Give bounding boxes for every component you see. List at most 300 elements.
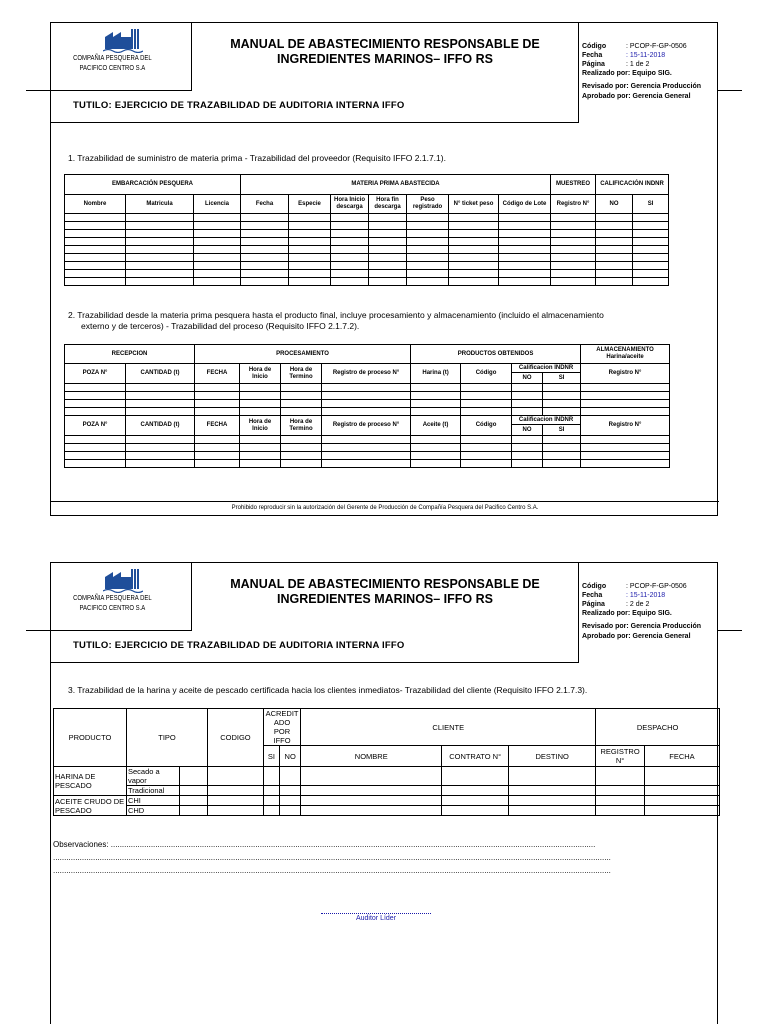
- table-cell[interactable]: [369, 254, 407, 262]
- table-cell[interactable]: [241, 278, 289, 286]
- table-cell[interactable]: [411, 400, 461, 408]
- table-cell[interactable]: [512, 408, 543, 416]
- table-cell[interactable]: [442, 796, 509, 806]
- table-cell[interactable]: [551, 278, 596, 286]
- table-cell[interactable]: [461, 384, 512, 392]
- table-cell[interactable]: [596, 238, 633, 246]
- table-cell[interactable]: [126, 452, 195, 460]
- table-cell[interactable]: [208, 796, 264, 806]
- table-cell[interactable]: [596, 254, 633, 262]
- table-cell[interactable]: [596, 806, 645, 816]
- table-cell[interactable]: [241, 230, 289, 238]
- table-cell[interactable]: [240, 460, 281, 468]
- pagina-value: : 2 de 2: [626, 601, 650, 608]
- table-cell[interactable]: [322, 460, 411, 468]
- table-cell[interactable]: [449, 246, 499, 254]
- table-cell[interactable]: [241, 270, 289, 278]
- table-cell[interactable]: [263, 796, 279, 806]
- table-cell[interactable]: [194, 238, 241, 246]
- table-cell[interactable]: [581, 408, 670, 416]
- table-cell[interactable]: [449, 214, 499, 222]
- table-cell[interactable]: [65, 400, 126, 408]
- table-cell[interactable]: [581, 460, 670, 468]
- table-cell[interactable]: [581, 384, 670, 392]
- table-cell[interactable]: [633, 230, 669, 238]
- table-cell[interactable]: [65, 262, 126, 270]
- table-cell[interactable]: [407, 270, 449, 278]
- margin-line: [718, 630, 742, 631]
- table-cell[interactable]: [240, 400, 281, 408]
- table-cell[interactable]: [194, 230, 241, 238]
- factory-logo-icon: [103, 569, 143, 593]
- table-cell[interactable]: [369, 222, 407, 230]
- table-cell[interactable]: [240, 436, 281, 444]
- table-cell[interactable]: [581, 452, 670, 460]
- table-cell[interactable]: [322, 408, 411, 416]
- table-cell[interactable]: [543, 384, 581, 392]
- table-cell[interactable]: [411, 452, 461, 460]
- table-cell[interactable]: [411, 460, 461, 468]
- table-cell[interactable]: [280, 786, 301, 796]
- observaciones-line[interactable]: ...........................................................................................................................................................................................................................................................: [53, 853, 611, 862]
- table-cell[interactable]: [208, 806, 264, 816]
- th-harina: Harina (t): [411, 364, 461, 384]
- table-cell[interactable]: [581, 392, 670, 400]
- table-cell[interactable]: [126, 262, 194, 270]
- table-cell[interactable]: [369, 278, 407, 286]
- table-cell[interactable]: [543, 436, 581, 444]
- table-cell[interactable]: [241, 262, 289, 270]
- table-cell[interactable]: [65, 246, 126, 254]
- table-cell[interactable]: [179, 786, 207, 796]
- table-cell[interactable]: [281, 408, 322, 416]
- table-cell[interactable]: [179, 796, 207, 806]
- table-cell[interactable]: [411, 444, 461, 452]
- table-cell[interactable]: [289, 270, 331, 278]
- table-cell[interactable]: [281, 452, 322, 460]
- table-cell[interactable]: [499, 238, 551, 246]
- table-cell[interactable]: [322, 452, 411, 460]
- table-cell[interactable]: [596, 246, 633, 254]
- table-cell[interactable]: [194, 214, 241, 222]
- table-cell[interactable]: [331, 238, 369, 246]
- table-cell[interactable]: [331, 214, 369, 222]
- table-cell[interactable]: [596, 262, 633, 270]
- table-cell[interactable]: [633, 238, 669, 246]
- pagina-label: Página: [582, 61, 605, 68]
- table-cell[interactable]: [280, 796, 301, 806]
- table-cell[interactable]: [126, 400, 195, 408]
- table-cell[interactable]: [65, 254, 126, 262]
- table-cell[interactable]: [331, 278, 369, 286]
- table-cell[interactable]: [322, 392, 411, 400]
- observaciones-field[interactable]: Observaciones: ..........................................................................................................................................................................................................................: [53, 840, 596, 849]
- table-cell[interactable]: [499, 270, 551, 278]
- manual-title-line1: MANUAL DE ABASTECIMIENTO RESPONSABLE DE: [230, 37, 540, 51]
- th-no: NO: [280, 746, 301, 767]
- table-cell[interactable]: [65, 222, 126, 230]
- header-divider: [51, 662, 578, 663]
- table-cell[interactable]: [65, 230, 126, 238]
- exercise-title: TUTILO: EJERCICIO DE TRAZABILIDAD DE AUDITORIA INTERNA IFFO: [73, 100, 405, 111]
- table-cell[interactable]: [512, 460, 543, 468]
- table-cell[interactable]: [369, 230, 407, 238]
- table-cell[interactable]: [289, 262, 331, 270]
- table-cell[interactable]: [126, 214, 194, 222]
- table-cell[interactable]: [551, 214, 596, 222]
- table-cell[interactable]: [407, 222, 449, 230]
- table-cell[interactable]: [65, 392, 126, 400]
- table-cell[interactable]: [461, 460, 512, 468]
- meta-pagina: [582, 60, 649, 69]
- table-cell[interactable]: [596, 767, 645, 786]
- table-cell[interactable]: [442, 786, 509, 796]
- table-cell[interactable]: [596, 222, 633, 230]
- table-cell[interactable]: [461, 392, 512, 400]
- table-cell[interactable]: [411, 392, 461, 400]
- table-cell[interactable]: [644, 767, 719, 786]
- header-divider: [51, 122, 578, 123]
- table-cell[interactable]: [241, 214, 289, 222]
- table-cell[interactable]: [407, 238, 449, 246]
- table-cell[interactable]: [596, 230, 633, 238]
- table-cell[interactable]: [126, 278, 194, 286]
- table-row: [65, 246, 669, 254]
- table-cell[interactable]: [241, 238, 289, 246]
- table-cell[interactable]: [301, 796, 442, 806]
- th-fecha-proc: FECHA: [195, 364, 240, 384]
- table-cell[interactable]: [195, 384, 240, 392]
- table-cell[interactable]: [551, 222, 596, 230]
- table-cell[interactable]: [512, 392, 543, 400]
- table-cell[interactable]: [280, 767, 301, 786]
- table-cell[interactable]: [126, 408, 195, 416]
- th-licencia: Licencia: [194, 195, 241, 214]
- table-cell[interactable]: [512, 452, 543, 460]
- table-cell[interactable]: [126, 444, 195, 452]
- meta-realizado: Realizado por: Equipo SIG.: [582, 70, 672, 77]
- table-cell[interactable]: [411, 408, 461, 416]
- table-cell[interactable]: [596, 214, 633, 222]
- table-cell[interactable]: [543, 392, 581, 400]
- table-cell[interactable]: [263, 767, 279, 786]
- manual-title-line2: INGREDIENTES MARINOS– IFFO RS: [277, 592, 493, 606]
- table-cell[interactable]: [331, 246, 369, 254]
- table-cell[interactable]: [289, 254, 331, 262]
- th-no: NO: [512, 373, 543, 384]
- table-cell[interactable]: [543, 408, 581, 416]
- table-cell[interactable]: [126, 222, 194, 230]
- table-cell[interactable]: [509, 767, 596, 786]
- pagina-value: : 1 de 2: [626, 61, 650, 68]
- table-cell[interactable]: [499, 254, 551, 262]
- table-cell[interactable]: [195, 452, 240, 460]
- meta-realizado: Realizado por: Equipo SIG.: [582, 610, 672, 617]
- table-cell[interactable]: [551, 254, 596, 262]
- table-cell[interactable]: [411, 436, 461, 444]
- table-cell[interactable]: [461, 436, 512, 444]
- table-cell[interactable]: [126, 230, 194, 238]
- table-row: [65, 262, 669, 270]
- table-cell[interactable]: [240, 452, 281, 460]
- table-cell[interactable]: [543, 444, 581, 452]
- table-cell[interactable]: [581, 436, 670, 444]
- table-cell[interactable]: [65, 270, 126, 278]
- table-row: [65, 222, 669, 230]
- table-cell[interactable]: [126, 270, 194, 278]
- table-cell[interactable]: [281, 444, 322, 452]
- table-cell[interactable]: [369, 270, 407, 278]
- table-cell[interactable]: [442, 767, 509, 786]
- table-cell[interactable]: [596, 786, 645, 796]
- table-cell[interactable]: [322, 384, 411, 392]
- th-codigo: Código: [461, 364, 512, 384]
- table-cell[interactable]: [289, 246, 331, 254]
- table-cell[interactable]: [543, 460, 581, 468]
- table-cell[interactable]: [194, 262, 241, 270]
- table-cell[interactable]: [509, 796, 596, 806]
- th-nombre: NOMBRE: [301, 746, 442, 767]
- table-cell[interactable]: [499, 230, 551, 238]
- table-cell[interactable]: [633, 270, 669, 278]
- table-cell[interactable]: [65, 238, 126, 246]
- meta-aprobado: Aprobado por: Gerencia General: [582, 93, 691, 100]
- table-cell[interactable]: [65, 214, 126, 222]
- table-row: [54, 786, 720, 796]
- table-cell[interactable]: [644, 796, 719, 806]
- table-cell[interactable]: [369, 214, 407, 222]
- table-cell[interactable]: [289, 278, 331, 286]
- table-cell[interactable]: [331, 254, 369, 262]
- table-cell[interactable]: [126, 392, 195, 400]
- table-cell[interactable]: [126, 254, 194, 262]
- table-row: [65, 230, 669, 238]
- table-cell[interactable]: [195, 436, 240, 444]
- th-producto: PRODUCTO: [54, 709, 127, 767]
- table-cell[interactable]: [449, 238, 499, 246]
- table-cell[interactable]: [499, 222, 551, 230]
- row-aceite: ACEITE CRUDO DE PESCADO: [54, 796, 127, 816]
- th-no-2: NO: [512, 425, 543, 436]
- table-cell[interactable]: [596, 278, 633, 286]
- table-cell[interactable]: [331, 262, 369, 270]
- table-cell[interactable]: [126, 436, 195, 444]
- codigo-value: : PCOP-F-GP-0506: [626, 583, 687, 590]
- table-cell[interactable]: [194, 246, 241, 254]
- table-cell[interactable]: [551, 246, 596, 254]
- table-cell[interactable]: [65, 460, 126, 468]
- table-cell[interactable]: [195, 444, 240, 452]
- document-page-2: [50, 562, 718, 1024]
- table-cell[interactable]: [543, 452, 581, 460]
- table-cell[interactable]: [281, 436, 322, 444]
- table-cell[interactable]: [449, 262, 499, 270]
- table-cell[interactable]: [407, 278, 449, 286]
- table-cell[interactable]: [208, 767, 264, 786]
- table-cell[interactable]: [301, 806, 442, 816]
- th-codigo: CODIGO: [208, 709, 264, 767]
- table-cell[interactable]: [195, 400, 240, 408]
- table-cell[interactable]: [543, 400, 581, 408]
- pagina-label: Página: [582, 601, 605, 608]
- table-cell[interactable]: [633, 246, 669, 254]
- table-cell[interactable]: [369, 262, 407, 270]
- table-cell[interactable]: [65, 408, 126, 416]
- table-cell[interactable]: [126, 460, 195, 468]
- table-cell[interactable]: [551, 262, 596, 270]
- table-cell[interactable]: [281, 460, 322, 468]
- table-cell[interactable]: [644, 786, 719, 796]
- th-registro-proceso: Registro de proceso N°: [322, 364, 411, 384]
- table-cell[interactable]: [322, 436, 411, 444]
- th-procesamiento: PROCESAMIENTO: [195, 345, 411, 364]
- page-footer: Prohibido reproducir sin la autorización del Gerente de Producción de Compañía Pesquera del Pacifico Centro S.A.: [51, 501, 719, 511]
- table-cell[interactable]: [644, 806, 719, 816]
- table-cell[interactable]: [449, 270, 499, 278]
- table-cell[interactable]: [240, 392, 281, 400]
- table-cell[interactable]: [65, 452, 126, 460]
- table-cell[interactable]: [195, 460, 240, 468]
- table-cell[interactable]: [281, 384, 322, 392]
- th-embarcacion: EMBARCACIÓN PESQUERA: [65, 175, 241, 195]
- table-cell[interactable]: [499, 214, 551, 222]
- table-cell[interactable]: [407, 262, 449, 270]
- table-cell[interactable]: [512, 436, 543, 444]
- table-cell[interactable]: [281, 400, 322, 408]
- table-cell[interactable]: [512, 444, 543, 452]
- th-calificacion: CALIFICACIÓN INDNR: [596, 175, 669, 195]
- table-cell[interactable]: [195, 408, 240, 416]
- table-cell[interactable]: [65, 436, 126, 444]
- table-cell[interactable]: [281, 392, 322, 400]
- table-cell[interactable]: [194, 270, 241, 278]
- table-cell[interactable]: [331, 222, 369, 230]
- table-cell[interactable]: [65, 278, 126, 286]
- table-cell[interactable]: [179, 806, 207, 816]
- auditor-signature: Auditor Líder: [321, 913, 431, 922]
- table-cell[interactable]: [499, 278, 551, 286]
- th-codigo-2: Código: [461, 416, 512, 436]
- table-cell[interactable]: [461, 452, 512, 460]
- table-cell[interactable]: [263, 786, 279, 796]
- table-cell[interactable]: [301, 767, 442, 786]
- table-cell[interactable]: [301, 786, 442, 796]
- table-cell[interactable]: [263, 806, 279, 816]
- table-cell[interactable]: [65, 384, 126, 392]
- table-cell[interactable]: [596, 796, 645, 806]
- table-cell[interactable]: [407, 254, 449, 262]
- table-cell[interactable]: [240, 408, 281, 416]
- table-cell[interactable]: [407, 230, 449, 238]
- table-cell[interactable]: [509, 806, 596, 816]
- table-cell[interactable]: [289, 238, 331, 246]
- table-cell[interactable]: [633, 262, 669, 270]
- table-cell[interactable]: [461, 444, 512, 452]
- table-cell[interactable]: [509, 786, 596, 796]
- table-cell[interactable]: [289, 222, 331, 230]
- table-cell[interactable]: [179, 767, 207, 786]
- table-cell[interactable]: [499, 246, 551, 254]
- table-cell[interactable]: [194, 278, 241, 286]
- row-secado: Secado a vapor: [126, 767, 179, 786]
- table-cell[interactable]: [411, 384, 461, 392]
- table-cell[interactable]: [633, 214, 669, 222]
- table-cell[interactable]: [407, 214, 449, 222]
- margin-line: [26, 90, 50, 91]
- table-cell[interactable]: [241, 254, 289, 262]
- table-cell[interactable]: [241, 222, 289, 230]
- table-cell[interactable]: [241, 246, 289, 254]
- table-cell[interactable]: [369, 246, 407, 254]
- table-cell[interactable]: [551, 230, 596, 238]
- table-cell[interactable]: [499, 262, 551, 270]
- table-cell[interactable]: [331, 270, 369, 278]
- table-cell[interactable]: [512, 384, 543, 392]
- th-no: NO: [596, 195, 633, 214]
- table-cell[interactable]: [331, 230, 369, 238]
- table-cell[interactable]: [65, 444, 126, 452]
- table-cell[interactable]: [240, 444, 281, 452]
- company-name: [55, 54, 170, 74]
- fecha-value: : 15-11-2018: [626, 52, 666, 59]
- table-cell[interactable]: [322, 444, 411, 452]
- table-cell[interactable]: [442, 806, 509, 816]
- th-ticket: N° ticket peso: [449, 195, 499, 214]
- table-cell[interactable]: [551, 238, 596, 246]
- table-cell[interactable]: [581, 444, 670, 452]
- section3-title: 3. Trazabilidad de la harina y aceite de pescado certificada hacia los clientes inmediatos- Trazabilidad del cliente (Requisito IFFO 2.1.7.3).: [68, 685, 588, 695]
- table-cell[interactable]: [449, 230, 499, 238]
- table-cell[interactable]: [512, 400, 543, 408]
- company-name-line2: PACIFICO CENTRO S.A: [79, 605, 146, 612]
- th-despacho: DESPACHO: [596, 709, 720, 746]
- table-cell[interactable]: [633, 254, 669, 262]
- table-cell[interactable]: [289, 230, 331, 238]
- codigo-value: : PCOP-F-GP-0506: [626, 43, 687, 50]
- company-name-line2: PACIFICO CENTRO S.A: [79, 65, 146, 72]
- meta-revisado: Revisado por: Gerencia Producción: [582, 623, 702, 630]
- table-cell[interactable]: [449, 278, 499, 286]
- table-cell[interactable]: [194, 222, 241, 230]
- table-cell[interactable]: [581, 400, 670, 408]
- meta-fecha: [582, 591, 665, 600]
- table-cell[interactable]: [449, 222, 499, 230]
- table-cell[interactable]: [322, 400, 411, 408]
- table-cell[interactable]: [126, 238, 194, 246]
- table-cell[interactable]: [280, 806, 301, 816]
- table-cell[interactable]: [596, 270, 633, 278]
- table-cell[interactable]: [461, 400, 512, 408]
- table-cell[interactable]: [461, 408, 512, 416]
- table-cell[interactable]: [449, 254, 499, 262]
- observaciones-line[interactable]: ...........................................................................................................................................................................................................................................................: [53, 866, 611, 875]
- table-cell[interactable]: [551, 270, 596, 278]
- table-cell[interactable]: [126, 246, 194, 254]
- table-cell[interactable]: [194, 254, 241, 262]
- table-cell[interactable]: [208, 786, 264, 796]
- table-cell[interactable]: [289, 214, 331, 222]
- table-cell[interactable]: [633, 278, 669, 286]
- th-hora-inicio-proc-2: Hora de Inicio: [240, 416, 281, 436]
- table-cell[interactable]: [369, 238, 407, 246]
- table-cell[interactable]: [633, 222, 669, 230]
- table-cell[interactable]: [195, 392, 240, 400]
- table-cell[interactable]: [126, 384, 195, 392]
- table-cell[interactable]: [240, 384, 281, 392]
- row-tradicional: Tradicional: [126, 786, 179, 796]
- row-chd: CHD: [126, 806, 179, 816]
- table-cell[interactable]: [407, 246, 449, 254]
